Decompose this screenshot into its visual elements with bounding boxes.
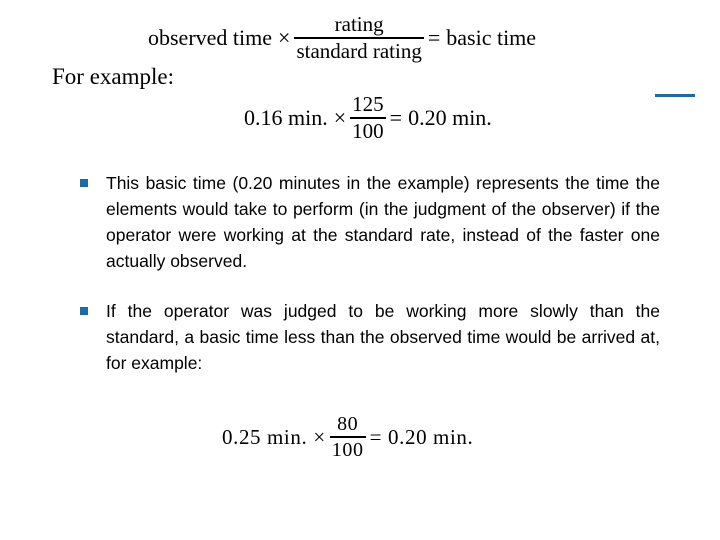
example-formula-2 (222, 414, 473, 460)
example-2-fraction (330, 414, 366, 460)
formula-multiply-sign: × (278, 25, 291, 50)
example-1-denominator: 100 (352, 119, 384, 143)
formula-numerator: rating (334, 12, 384, 36)
example-1-result: 0.20 min. (408, 105, 492, 130)
example-2-denominator: 100 (330, 436, 366, 460)
example-1-equals-sign: = (389, 105, 403, 130)
example-2-multiply-sign: × (313, 424, 326, 449)
bullet-text: This basic time (0.20 minutes in the example) represents the time the elements would take to perform (in the judgment of the observer) if the operator were working at the standard rate, instead of the faster one actually observed. (106, 173, 660, 271)
bullet-item (80, 298, 660, 376)
bullet-text: If the operator was judged to be working more slowly than the standard, a basic time less than the observed time would be arrived at, for example: (106, 301, 660, 373)
example-1-observed-time: 0.16 min. (244, 105, 328, 130)
formula-observed-time: observed time (148, 25, 273, 50)
formula-denominator: standard rating (296, 39, 422, 63)
formula-rating-fraction (294, 14, 423, 62)
square-bullet-icon (80, 179, 88, 187)
formula-equals-sign: = (427, 25, 441, 50)
example-formula-1 (244, 94, 492, 142)
example-2-result: 0.20 min. (388, 424, 474, 449)
example-1-numerator: 125 (352, 92, 384, 116)
accent-line (655, 94, 695, 97)
bullet-item (80, 170, 660, 274)
square-bullet-icon (80, 307, 88, 315)
example-1-fraction (350, 94, 386, 142)
example-label: For example: (52, 64, 174, 89)
example-1-multiply-sign: × (333, 105, 347, 130)
basic-time-formula (148, 14, 536, 62)
example-2-numerator: 80 (337, 413, 359, 435)
formula-result: basic time (446, 25, 537, 50)
example-2-equals-sign: = (369, 424, 383, 449)
example-2-observed-time: 0.25 min. (222, 424, 308, 449)
